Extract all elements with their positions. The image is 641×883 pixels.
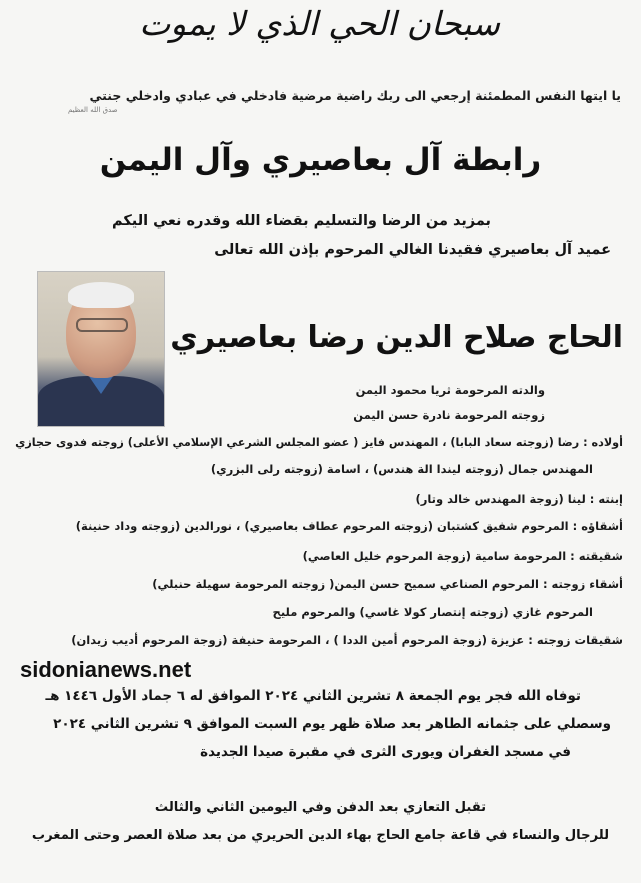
relative-line: شقيقته : المرحومة سامية (زوجة المرحوم خليل العاصي) [302,549,623,563]
relative-line: أولاده : رضا (زوجته سعاد البابا) ، المهندس فايز ( عضو المجلس الشرعي الإسلامي الأعلى) زوجته فدوى حجازي [15,436,623,449]
photo-glasses [76,318,128,332]
relative-line: والدته المرحومة ثريا محمود اليمن [355,383,545,397]
deceased-name: الحاج صلاح الدين رضا بعاصيري [170,320,623,355]
deceased-photo [37,271,165,427]
announcement-line: توفاه الله فجر يوم الجمعة ٨ تشرين الثاني ٢٠٢٤ الموافق له ٦ جماد الأول ١٤٤٦ هـ [45,688,581,704]
condolences-line: للرجال والنساء في قاعة جامع الحاج بهاء الدين الحريري من بعد صلاة العصر وحتى المغرب [31,828,610,843]
intro-line-1: بمزيد من الرضا والتسليم بقضاء الله وقدره نعي اليكم [112,213,491,229]
website-watermark: sidonianews.net [20,657,192,682]
condolences-line: تقبل التعازي بعد الدفن وفي اليومين الثاني والثالث [154,800,487,815]
verse-source: صدق الله العظيم [68,106,118,114]
relative-line: أشقاء زوجته : المرحوم الصناعي سميح حسن اليمن( زوجته المرحومة سهيلة حنبلي) [152,577,623,591]
calligraphy-header: سبحان الحي الذي لا يموت [139,4,500,43]
relative-line: إبنته : لينا (زوجة المهندس خالد وتار) [415,492,623,506]
relative-line: زوجته المرحومة نادرة حسن اليمن [353,408,545,422]
intro-line-2: عميد آل بعاصيري فقيدنا الغالي المرحوم بإذن الله تعالى [214,242,611,258]
relative-line: شقيقات زوجته : عزيزة (زوجة المرحوم أمين الددا ) ، المرحومة حنيفة (زوجة المرحوم أديب زيدان) [71,633,623,647]
relative-line: المهندس جمال (زوجته ليندا الة هندس) ، اسامة (زوجته رلى البزري) [210,462,593,476]
announcement-line: في مسجد الغفران ويورى الثرى في مقبرة صيدا الجديدة [200,744,571,760]
relative-line: المرحوم غازي (زوجته إنتصار كولا غاسي) والمرحوم مليح [272,605,593,619]
association-title: رابطة آل بعاصيري وآل اليمن [99,142,542,178]
quran-verse: يا ايتها النفس المطمئنة إرجعي الى ربك راضية مرضية فادخلي في عبادي وادخلي جنتي [89,88,621,103]
relative-line: أشقاؤه : المرحوم شفيق كشتبان (زوجته المرحوم عطاف بعاصيري) ، نورالدين (زوجته وداد حنينة) [75,519,623,533]
announcement-line: وسصلي على جثمانه الطاهر بعد صلاة ظهر يوم السبت الموافق ٩ تشرين الثاني ٢٠٢٤ [53,716,611,732]
photo-hair [68,282,134,308]
